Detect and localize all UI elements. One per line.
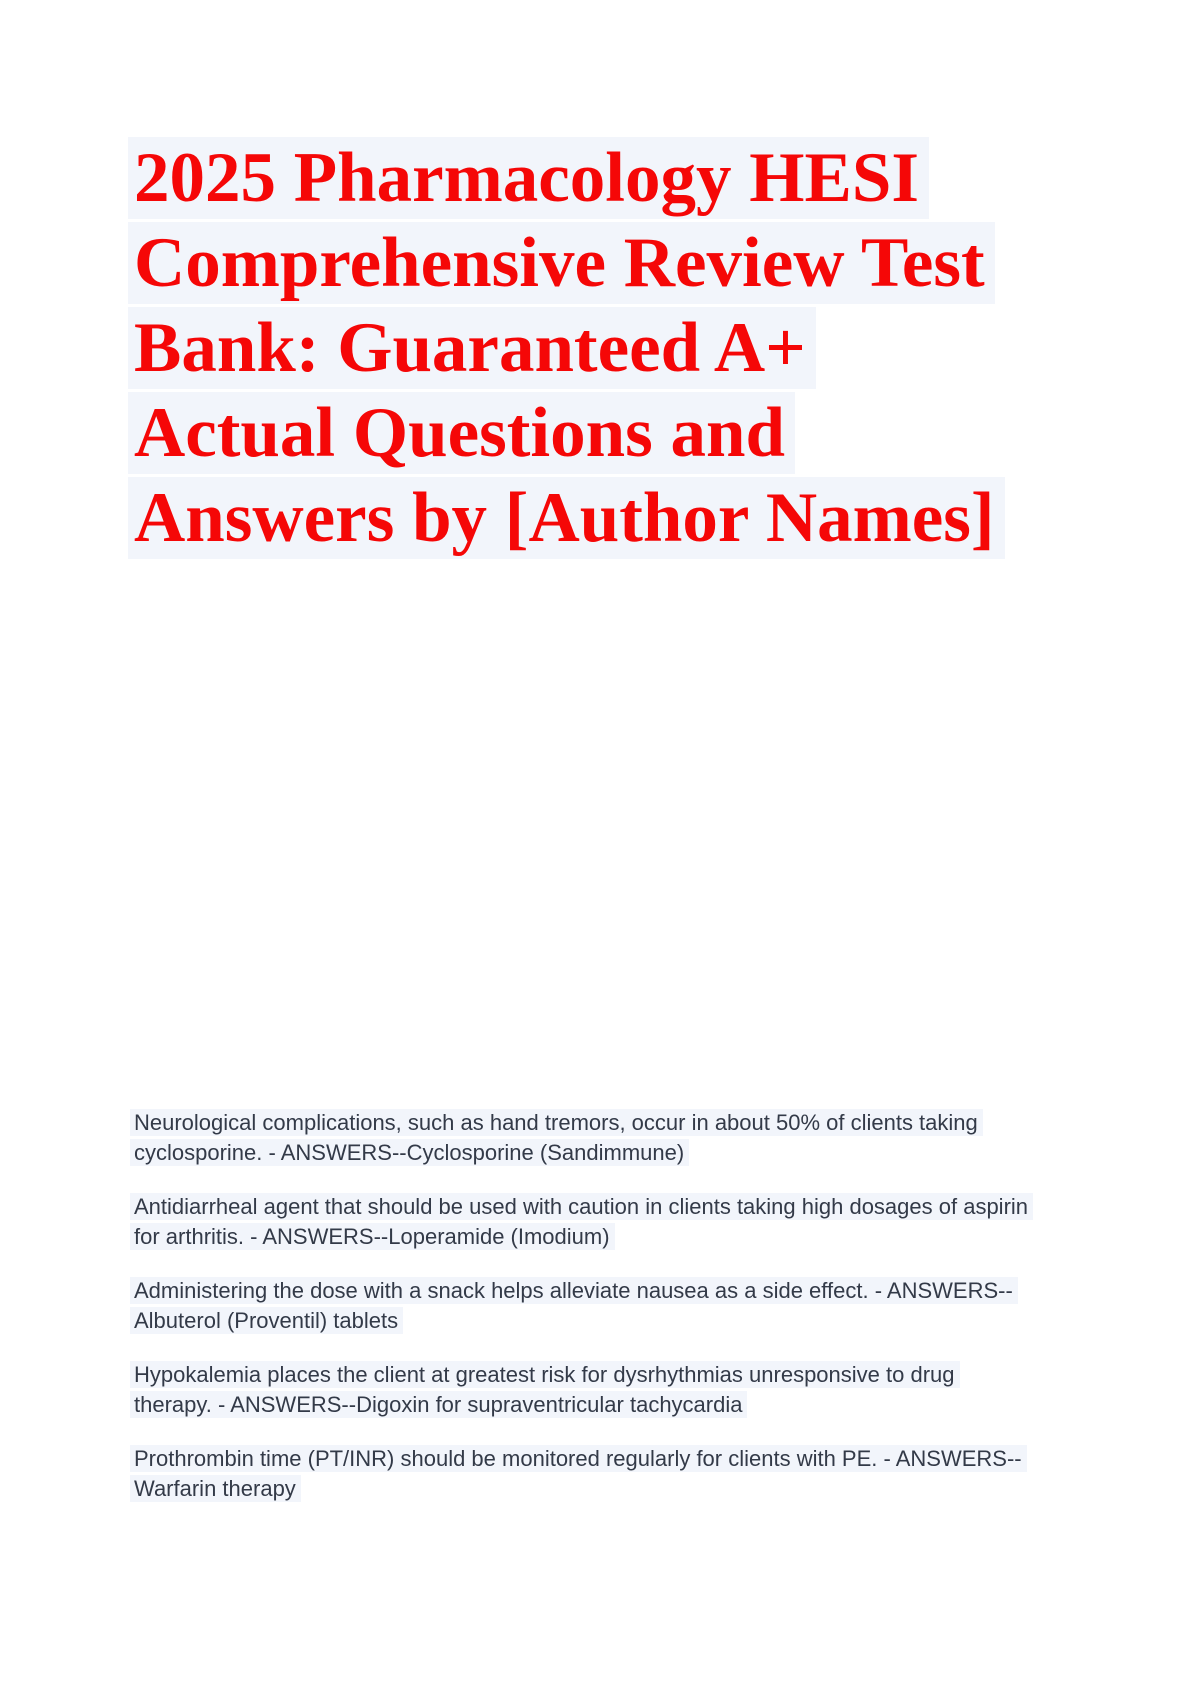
- title-line-4-text: Actual Questions and: [128, 392, 795, 474]
- title-line-1: [134, 136, 1005, 221]
- title-line-1-text: 2025 Pharmacology HESI: [128, 137, 929, 219]
- qa-item: [134, 1108, 1034, 1168]
- title-line-2: [134, 221, 1005, 306]
- qa-item-3-text: Administering the dose with a snack helps alleviate nausea as a side effect. - ANSWERS--Albuterol (Proventil) tablets: [130, 1277, 1018, 1334]
- title-line-5-text: Answers by [Author Names]: [128, 477, 1005, 559]
- title-line-3-text: Bank: Guaranteed A+: [128, 307, 816, 389]
- qa-item: [134, 1192, 1034, 1252]
- title-line-4: [134, 391, 1005, 476]
- document-title: [134, 136, 1005, 561]
- qa-item: [134, 1444, 1034, 1504]
- qa-list: [134, 1108, 1034, 1528]
- qa-item: [134, 1276, 1034, 1336]
- qa-item-2-text: Antidiarrheal agent that should be used with caution in clients taking high dosages of aspirin for arthritis. - ANSWERS--Loperamide (Imodium): [130, 1193, 1033, 1250]
- qa-item-5-text: Prothrombin time (PT/INR) should be monitored regularly for clients with PE. - ANSWERS--Warfarin therapy: [130, 1445, 1027, 1502]
- title-line-2-text: Comprehensive Review Test: [128, 222, 995, 304]
- qa-item: [134, 1360, 1034, 1420]
- qa-item-4-text: Hypokalemia places the client at greatest risk for dysrhythmias unresponsive to drug therapy. - ANSWERS--Digoxin for supraventricular tachycardia: [130, 1361, 960, 1418]
- qa-item-1-text: Neurological complications, such as hand tremors, occur in about 50% of clients taking cyclosporine. - ANSWERS--Cyclosporine (Sandimmune): [130, 1109, 983, 1166]
- title-line-3: [134, 306, 1005, 391]
- title-line-5: [134, 476, 1005, 561]
